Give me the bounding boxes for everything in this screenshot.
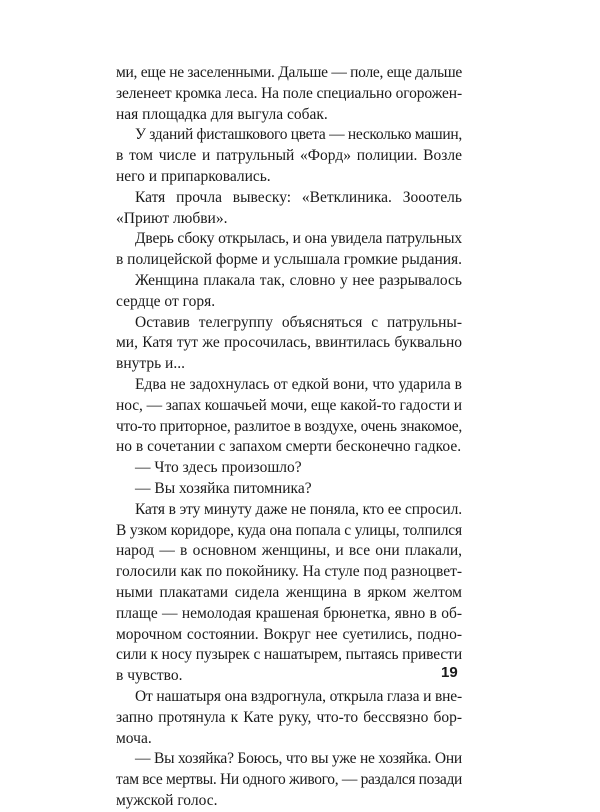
text-line: в том числе и патрульный «Форд» полиции. Возле [116, 147, 462, 165]
text-line: плаще — немолодая крашеная брюнетка, явно в об- [116, 604, 462, 622]
text-line: В узком коридоре, куда она попала с улицы, толпился [116, 521, 462, 539]
text-line: что-то приторное, разлитое в воздухе, очень знакомое, [116, 417, 463, 435]
text-line: Женщина плакала так, словно у нее разрывалось [135, 271, 462, 289]
text-line: но в сочетании с запахом смерти бесконечно гадкое. [116, 438, 462, 456]
text-line: ная площадка для выгула собак. [116, 105, 328, 123]
text-line: внутрь и... [116, 355, 185, 373]
text-line: сердце от горя. [116, 292, 216, 310]
text-line: Едва не задохнулась от едкой вони, что ударила в [135, 375, 462, 393]
text-line: У зданий фисташкового цвета — несколько машин, [135, 126, 462, 144]
text-line: — Вы хозяйка питомника? [135, 479, 312, 497]
text-line: сили к носу пузырек с нашатырем, пытаясь привести [116, 646, 463, 664]
text-line: там все мертвы. Ни одного живого, — раздался позади [116, 771, 462, 789]
text-line: — Вы хозяйка? Боюсь, что вы уже не хозяйка. Они [135, 750, 463, 768]
text-line: зеленеет кромка леса. На поле специально огорожен- [116, 84, 463, 102]
text-line: него и припарковались. [116, 167, 271, 185]
text-line: народ — в основном женщины, и все они плакали, [116, 542, 462, 560]
text-line: в чувство. [116, 667, 183, 685]
text-line: ными плакатами сидела женщина в ярком желтом [116, 583, 462, 601]
text-line: голосили как по покойнику. На стуле под разноцвет- [116, 563, 463, 581]
text-line: Оставив телегруппу объясняться с патрульны- [135, 313, 462, 331]
text-line: морочном состоянии. Вокруг нее суетились, подно- [116, 625, 462, 643]
text-line: Катя прочла вывеску: «Ветклиника. Зооотель [135, 188, 462, 206]
text-line: Дверь сбоку открылась, и она увидела патрульных [135, 230, 462, 248]
text-line: нос, — запах кошачьей мочи, еще какой-то гадости и [116, 396, 462, 414]
text-line: ми, Катя тут же просочилась, ввинтилась буквально [116, 334, 462, 352]
page-text-block [116, 63, 462, 812]
text-line: мужской голос. [116, 791, 218, 809]
text-line: «Приют любви». [116, 209, 228, 227]
text-line: моча. [116, 729, 152, 747]
text-line: в полицейской форме и услышала громкие рыдания. [116, 251, 463, 269]
text-line: запно протянула к Кате руку, что-то бессвязно бор- [116, 708, 462, 726]
text-line: Катя в эту минуту даже не поняла, кто ее спросил. [135, 500, 462, 518]
text-line: ми, еще не заселенными. Дальше — поле, еще дальше [116, 64, 462, 81]
text-line: — Что здесь произошло? [135, 459, 302, 477]
page-number: 19 [441, 664, 458, 681]
text-line: От нашатыря она вздрогнула, открыла глаза и вне- [135, 687, 462, 705]
